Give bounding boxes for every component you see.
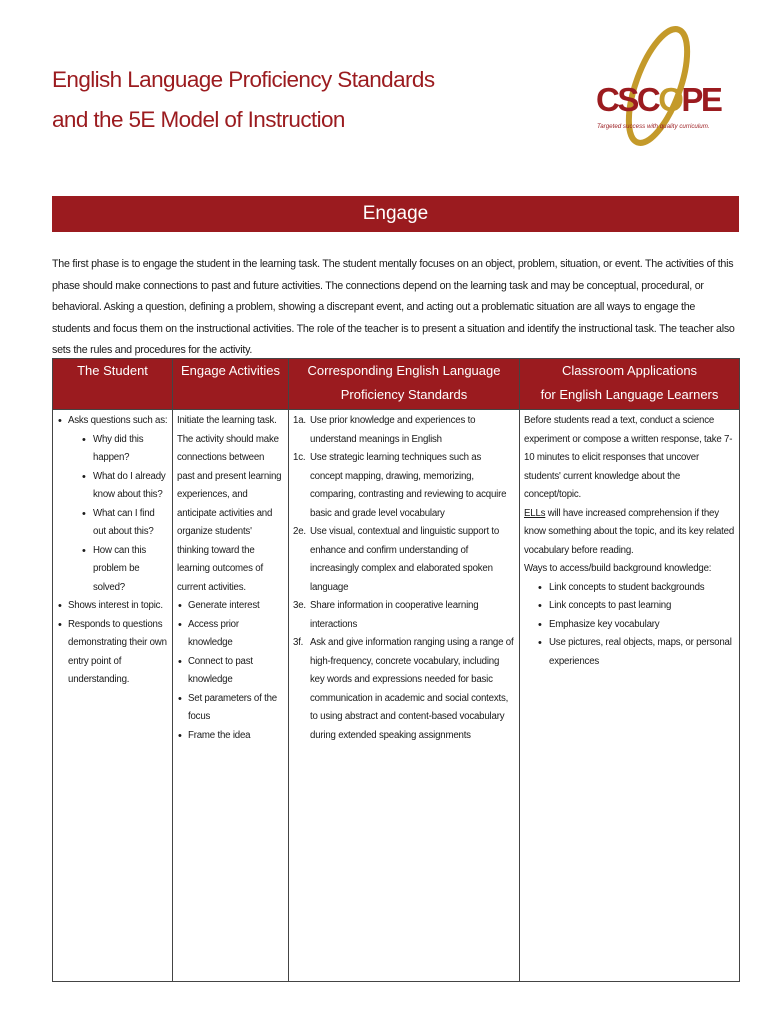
student-list	[57, 412, 168, 690]
cscope-logo	[592, 24, 721, 150]
intro-paragraph: The first phase is to engage the student in the learning task. The student mentally focuses on an object, problem, situation, or event. The activities of this phase should make connections to past and future activities. The connections depend on the learning task and may be conceptual, procedural, or behavioral. Asking a question, defining a problem, showing a discrepant event, and acting out a problematic situation are all ways to engage the students and focus them on the instructional activities. The role of the teacher is to present a situation and identify the instructional task. The teacher also sets the rules and procedures for the activity.	[52, 258, 735, 356]
standard-item	[293, 449, 515, 523]
list-item: • Link concepts to past learning	[549, 597, 735, 616]
activities-list	[177, 597, 284, 745]
list-item: • How can this problem be solved?	[93, 542, 168, 598]
list-item: • Use pictures, real objects, maps, or personal experiences	[549, 634, 735, 671]
logo-word-end: PE	[681, 81, 721, 118]
header-standards-line-2: Proficiency Standards	[340, 387, 468, 402]
table-header-row	[53, 359, 740, 410]
list-item: • Set parameters of the focus	[188, 690, 284, 727]
title-line-2: and the 5E Model of Instruction	[52, 107, 345, 132]
list-item: • Responds to questions demonstrating their own entry point of understanding.	[68, 616, 168, 690]
standard-item	[293, 597, 515, 634]
list-item: • Why did this happen?	[93, 431, 168, 468]
list-item: • Generate interest	[188, 597, 284, 616]
logo-tagline: Targeted success with quality curriculum.	[597, 123, 710, 130]
list-item: • Emphasize key vocabulary	[549, 616, 735, 635]
standard-code: 3f.	[293, 637, 304, 648]
standard-text: Use prior knowledge and experiences to understand meanings in English	[310, 415, 476, 445]
logo-wordmark	[596, 80, 720, 120]
standard-text: Use strategic learning techniques such as concept mapping, drawing, memorizing, comparing, contrasting and reviewing to acquire basic and grade level vocabulary	[310, 452, 507, 519]
table-row	[53, 410, 740, 982]
header-applications-line-2: for English Language Learners	[540, 387, 719, 402]
standard-text: Ask and give information ranging using a range of high-frequency, concrete vocabulary, including key words and expressions needed for basic communication in academic and social contexts, to using abstract and content-based vocabulary during extended speaking assignments	[310, 637, 514, 741]
header-activities: Engage Activities	[173, 359, 289, 410]
header-student: The Student	[53, 359, 173, 410]
logo-word-o: O	[658, 81, 682, 118]
ells-term: ELLs	[524, 507, 546, 519]
standard-item	[293, 412, 515, 449]
list-item: • Link concepts to student backgrounds	[549, 579, 735, 598]
list-item: • Connect to past knowledge	[188, 653, 284, 690]
list-item: • Frame the idea	[188, 727, 284, 746]
section-heading: Engage	[52, 196, 739, 232]
header-standards-line-1: Corresponding English Language	[307, 363, 501, 378]
activities-cell	[173, 410, 289, 982]
list-item: • Access prior knowledge	[188, 616, 284, 653]
document-title	[52, 60, 492, 140]
title-line-1: English Language Proficiency Standards	[52, 67, 435, 92]
applications-ways: Ways to access/build background knowledge:	[524, 563, 712, 574]
list-item: • Shows interest in topic.	[68, 597, 168, 616]
standard-code: 1c.	[293, 452, 306, 463]
standard-text: Share information in cooperative learning interactions	[310, 600, 479, 630]
header-applications-line-1: Classroom Applications	[561, 363, 698, 378]
question-list	[68, 431, 168, 598]
applications-para-1: Before students read a text, conduct a science experiment or compose a written response, take 7-10 minutes to elicit responses that uncover students' current knowledge about the concept/topic.	[524, 415, 733, 500]
student-item-questions: Asks questions such as:	[68, 415, 168, 426]
logo-word-start: CSC	[596, 81, 659, 118]
list-item	[68, 412, 168, 597]
applications-cell	[520, 410, 740, 982]
activities-intro: Initiate the learning task. The activity should make connections between past and present learning experiences, and anticipate activities and organize students' thinking toward the learning outcomes of current activities.	[177, 415, 282, 593]
applications-list	[524, 579, 735, 672]
standard-code: 1a.	[293, 415, 306, 426]
standard-code: 2e.	[293, 526, 306, 537]
header-standards	[289, 359, 520, 410]
standards-cell	[289, 410, 520, 982]
applications-para-2-text: will have increased comprehension if they know something about the topic, and its key related vocabulary before reading.	[524, 507, 735, 556]
student-cell	[53, 410, 173, 982]
standard-item	[293, 634, 515, 745]
standards-table	[52, 358, 740, 982]
applications-para-2	[524, 505, 735, 561]
standard-text: Use visual, contextual and linguistic support to enhance and confirm understanding of increasingly complex and elaborated spoken language	[310, 526, 500, 593]
standard-code: 3e.	[293, 600, 306, 611]
list-item: • What do I already know about this?	[93, 468, 168, 505]
header-applications	[520, 359, 740, 410]
standard-item	[293, 523, 515, 597]
list-item: • What can I find out about this?	[93, 505, 168, 542]
